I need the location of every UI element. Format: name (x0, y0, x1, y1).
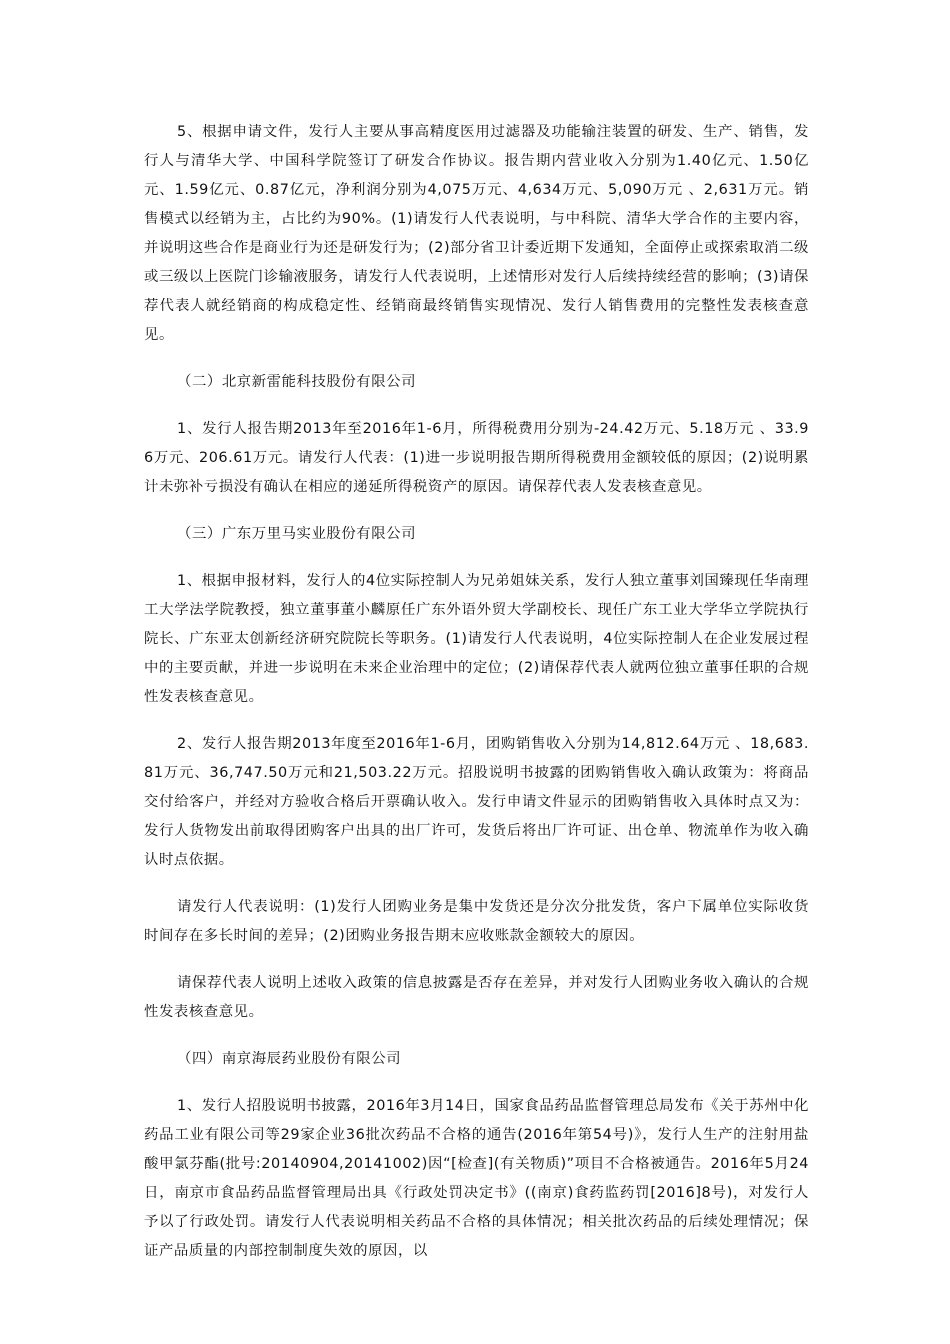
paragraph-sponsor-explain: 请保荐代表人说明上述收入政策的信息披露是否存在差异，并对发行人团购业务收入确认的合规性发表核查意见。 (144, 975, 809, 1020)
section-heading-3: （三）广东万里马实业股份有限公司 (177, 526, 417, 542)
paragraph-income-tax: 1、发行人报告期2013年至2016年1-6月，所得税费用分别为-24.42万元、5.18万元 、33.96万元、206.61万元。请发行人代表：(1)进一步说明报告期所得税费用金额较低的原因；(2)说明累计未弥补亏损没有确认在相应的递延所得税资产的原因。请保荐代表人发表核查意见。 (144, 421, 809, 495)
paragraph-issuer-explain: 请发行人代表说明：(1)发行人团购业务是集中发货还是分次分批发货，客户下属单位实际收货时间存在多长时间的差异；(2)团购业务报告期末应收账款金额较大的原因。 (144, 899, 809, 944)
paragraph-item-5: 5、根据申请文件，发行人主要从事高精度医用过滤器及功能输注装置的研发、生产、销售，发行人与清华大学、中国科学院签订了研发合作协议。报告期内营业收入分别为1.40亿元、1.50亿元、1.59亿元、0.87亿元，净利润分别为4,075万元、4,634万元、5,090万元 、2,631万元。销售模式以经销为主，占比约为90%。(1)请发行人代表说明，与中科院、清华大学合作的主要内容，并说明这些合作是商业行为还是研发行为；(2)部分省卫计委近期下发通知，全面停止或探索取消二级或三级以上医院门诊输液服务，请发行人代表说明，上述情形对发行人后续持续经营的影响；(3)请保荐代表人就经销商的构成稳定性、经销商最终销售实现情况、发行人销售费用的完整性发表核查意见。 (144, 124, 809, 343)
document-page (144, 118, 809, 1266)
section-heading-2: （二）北京新雷能科技股份有限公司 (177, 374, 417, 390)
paragraph-drug-quality: 1、发行人招股说明书披露，2016年3月14日，国家食品药品监督管理总局发布《关于苏州中化药品工业有限公司等29家企业36批次药品不合格的通告(2016年第54号)》，发行人生产的注射用盐酸甲氯芬酯(批号:20140904,20141002)因“[检查](有关物质)”项目不合格被通告。2016年5月24日，南京市食品药品监督管理局出具《行政处罚决定书》((南京)食药监药罚[2016]8号)，对发行人予以了行政处罚。请发行人代表说明相关药品不合格的具体情况；相关批次药品的后续处理情况；保证产品质量的内部控制制度失效的原因，以 (144, 1098, 809, 1259)
paragraph-group-sales: 2、发行人报告期2013年度至2016年1-6月，团购销售收入分别为14,812.64万元 、18,683.81万元、36,747.50万元和21,503.22万元。招股说明书披露的团购销售收入确认政策为：将商品交付给客户，并经对方验收合格后开票确认收入。发行申请文件显示的团购销售收入具体时点又为：发行人货物发出前取得团购客户出具的出厂许可，发货后将出厂许可证、出仓单、物流单作为收入确认时点依据。 (144, 736, 809, 868)
paragraph-controllers: 1、根据申报材料，发行人的4位实际控制人为兄弟姐妹关系，发行人独立董事刘国臻现任华南理工大学法学院教授，独立董事董小麟原任广东外语外贸大学副校长、现任广东工业大学华立学院执行院长、广东亚太创新经济研究院院长等职务。(1)请发行人代表说明，4位实际控制人在企业发展过程中的主要贡献，并进一步说明在未来企业治理中的定位；(2)请保荐代表人就两位独立董事任职的合规性发表核查意见。 (144, 573, 809, 705)
section-heading-4: （四）南京海辰药业股份有限公司 (177, 1051, 402, 1067)
